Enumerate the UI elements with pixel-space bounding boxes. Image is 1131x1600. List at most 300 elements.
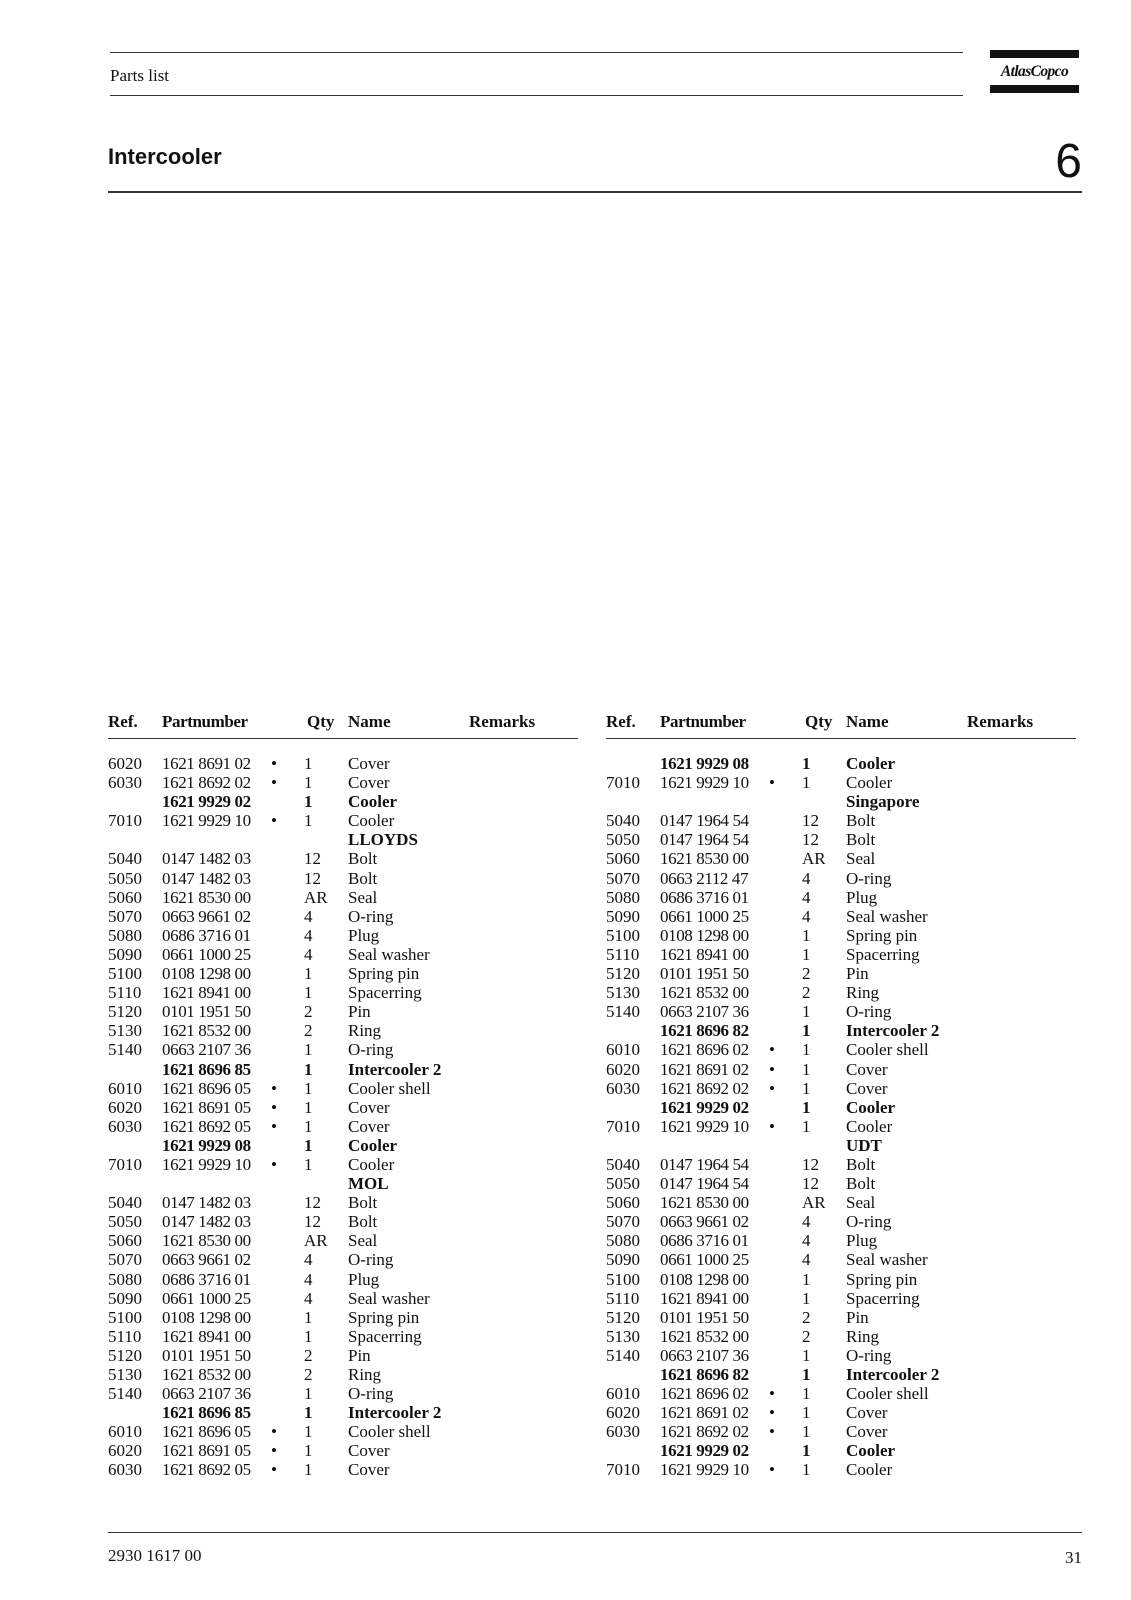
name-cell: O-ring — [846, 868, 892, 888]
name-cell: Seal washer — [846, 906, 928, 926]
qty-cell: 12 — [802, 830, 819, 850]
ref-cell: 5080 — [108, 925, 142, 945]
name-cell: Bolt — [846, 830, 876, 850]
table-row — [606, 983, 1076, 1002]
spare-part-bullet: • — [271, 1154, 277, 1174]
qty-cell: 1 — [304, 773, 313, 793]
spare-part-bullet: • — [271, 811, 277, 831]
part-number-cell: 0663 2107 36 — [660, 1002, 749, 1022]
name-cell: Cover — [348, 1460, 390, 1480]
ref-cell: 5100 — [606, 1269, 640, 1289]
table-row — [108, 1117, 578, 1136]
part-number-cell: 1621 8530 00 — [162, 1231, 251, 1251]
qty-cell: AR — [802, 849, 826, 869]
qty-cell: 1 — [802, 1288, 811, 1308]
spare-part-bullet: • — [271, 773, 277, 793]
table-row — [108, 983, 578, 1002]
table-row — [108, 792, 578, 811]
qty-cell: 1 — [304, 754, 313, 773]
name-cell: Cooler — [348, 1154, 395, 1174]
part-number-cell: 1621 8696 85 — [162, 1059, 251, 1079]
part-number-cell: 0108 1298 00 — [660, 1269, 749, 1289]
part-number-cell: 1621 8692 05 — [162, 1116, 251, 1136]
name-cell: Spacerring — [348, 1326, 422, 1346]
ref-cell: 7010 — [108, 811, 142, 831]
table-row — [108, 1289, 578, 1308]
table-row — [108, 888, 578, 907]
qty-cell: 12 — [304, 1212, 321, 1232]
qty-cell: 1 — [304, 1307, 313, 1327]
ref-cell: 5130 — [606, 1326, 640, 1346]
name-cell: Bolt — [348, 1193, 378, 1213]
qty-cell: AR — [304, 1231, 328, 1251]
col-part-number-header: Partnumber — [660, 712, 746, 731]
ref-cell: 5060 — [606, 849, 640, 869]
part-number-cell: 1621 8691 05 — [162, 1097, 251, 1117]
table-row — [606, 1155, 1076, 1174]
qty-cell: 2 — [802, 983, 811, 1003]
ref-cell: 5140 — [606, 1345, 640, 1365]
qty-cell: 1 — [304, 792, 313, 812]
table-row — [108, 1308, 578, 1327]
name-cell: O-ring — [846, 1212, 892, 1232]
ref-cell: 5050 — [108, 868, 142, 888]
name-cell: Seal washer — [846, 1250, 928, 1270]
table-row — [108, 1231, 578, 1250]
part-number-cell: 1621 8532 00 — [162, 1365, 251, 1384]
table-row — [108, 1155, 578, 1174]
ref-cell: 6020 — [606, 1403, 640, 1423]
qty-cell: 1 — [304, 1116, 313, 1136]
table-row — [108, 1060, 578, 1079]
footer-rule — [108, 1532, 1082, 1533]
table-row — [606, 907, 1076, 926]
name-cell: Bolt — [348, 1212, 378, 1232]
table-row — [606, 1002, 1076, 1021]
ref-cell: 6030 — [108, 1460, 142, 1480]
name-cell: Seal — [348, 887, 378, 907]
table-row — [108, 1403, 578, 1422]
qty-cell: 12 — [304, 1193, 321, 1213]
part-number-cell: 0147 1482 03 — [162, 868, 251, 888]
ref-cell: 5040 — [108, 849, 142, 869]
qty-cell: 1 — [304, 811, 313, 831]
qty-cell: 4 — [304, 1288, 313, 1308]
ref-cell: 6010 — [108, 1422, 142, 1442]
part-number-cell: 0663 2107 36 — [162, 1040, 251, 1060]
ref-cell: 5060 — [108, 887, 142, 907]
col-part-number-header: Partnumber — [162, 712, 248, 731]
ref-cell: 7010 — [606, 773, 640, 793]
name-cell: Intercooler 2 — [846, 1365, 940, 1384]
col-remarks-header: Remarks — [469, 712, 536, 731]
name-cell: Seal washer — [348, 944, 430, 964]
table-row — [606, 1098, 1076, 1117]
ref-cell: 5140 — [606, 1002, 640, 1022]
ref-cell: 5050 — [606, 1174, 640, 1194]
name-cell: Intercooler 2 — [348, 1059, 442, 1079]
part-number-cell: 1621 9929 08 — [162, 1135, 251, 1155]
qty-cell: 1 — [802, 1097, 811, 1117]
name-cell: Ring — [348, 1365, 382, 1384]
table-row — [108, 830, 578, 849]
table-row — [606, 849, 1076, 868]
part-number-cell: 0661 1000 25 — [660, 1250, 749, 1270]
name-cell: Cover — [846, 1078, 888, 1098]
part-number-cell: 0663 2107 36 — [162, 1384, 251, 1404]
name-cell: Intercooler 2 — [348, 1403, 442, 1423]
ref-cell: 6020 — [108, 1441, 142, 1461]
name-cell: Cooler — [348, 1135, 398, 1155]
part-number-cell: 1621 8692 05 — [162, 1460, 251, 1480]
table-row — [606, 1174, 1076, 1193]
name-cell: Cover — [846, 1403, 888, 1423]
table-row — [606, 1384, 1076, 1403]
name-cell: LLOYDS — [348, 830, 418, 850]
part-number-cell: 0101 1951 50 — [660, 964, 749, 984]
qty-cell: 1 — [802, 1345, 811, 1365]
qty-cell: 4 — [802, 1212, 811, 1232]
table-row — [606, 888, 1076, 907]
qty-cell: 4 — [304, 1250, 313, 1270]
table-row — [606, 1193, 1076, 1212]
col-remarks-header: Remarks — [967, 712, 1034, 731]
qty-cell: 1 — [304, 1460, 313, 1480]
qty-cell: 1 — [802, 1441, 811, 1461]
qty-cell: 2 — [304, 1365, 313, 1384]
qty-cell: 1 — [304, 1078, 313, 1098]
name-cell: Plug — [348, 925, 380, 945]
table-row — [108, 1136, 578, 1155]
table-row — [606, 945, 1076, 964]
part-number-cell: 0686 3716 01 — [660, 887, 749, 907]
table-row — [606, 1250, 1076, 1269]
part-number-cell: 1621 8692 02 — [660, 1078, 749, 1098]
ref-cell: 6010 — [606, 1040, 640, 1060]
ref-cell: 5110 — [108, 983, 142, 1003]
part-number-cell: 0147 1482 03 — [162, 1193, 251, 1213]
table-row — [606, 1040, 1076, 1059]
qty-cell: 1 — [802, 925, 811, 945]
part-number-cell: 1621 9929 02 — [660, 1441, 749, 1461]
part-number-cell: 1621 8530 00 — [660, 849, 749, 869]
name-cell: Cooler shell — [348, 1078, 431, 1098]
name-cell: Plug — [846, 887, 878, 907]
part-number-cell: 0686 3716 01 — [162, 1269, 251, 1289]
header-top-rule — [110, 52, 963, 53]
part-number-cell: 0661 1000 25 — [162, 1288, 251, 1308]
name-cell: Pin — [348, 1345, 371, 1365]
part-number-cell: 1621 8691 02 — [660, 1403, 749, 1423]
ref-cell: 5120 — [108, 1345, 142, 1365]
qty-cell: 1 — [304, 1040, 313, 1060]
part-number-cell: 0147 1964 54 — [660, 811, 749, 831]
parts-table-right — [606, 712, 1076, 1480]
name-cell: Spring pin — [846, 1269, 918, 1289]
table-row — [606, 792, 1076, 811]
part-number-cell: 0686 3716 01 — [162, 925, 251, 945]
ref-cell: 5040 — [108, 1193, 142, 1213]
table-row — [108, 1040, 578, 1059]
name-cell: O-ring — [348, 1384, 394, 1404]
qty-cell: 4 — [802, 1250, 811, 1270]
qty-cell: 4 — [304, 1269, 313, 1289]
name-cell: Cover — [348, 754, 390, 773]
qty-cell: 4 — [802, 1231, 811, 1251]
ref-cell: 5130 — [606, 983, 640, 1003]
qty-cell: 1 — [802, 1365, 811, 1384]
name-cell: O-ring — [348, 906, 394, 926]
ref-cell: 5100 — [108, 964, 142, 984]
qty-cell: 1 — [802, 1002, 811, 1022]
ref-cell: 5080 — [108, 1269, 142, 1289]
qty-cell: 4 — [304, 944, 313, 964]
table-row — [108, 1193, 578, 1212]
part-number-cell: 1621 8696 02 — [660, 1384, 749, 1404]
qty-cell: 1 — [802, 773, 811, 793]
table-row — [108, 1365, 578, 1384]
part-number-cell: 0101 1951 50 — [162, 1002, 251, 1022]
table-row — [606, 1422, 1076, 1441]
name-cell: Pin — [348, 1002, 371, 1022]
table-row — [606, 964, 1076, 983]
qty-cell: 4 — [304, 906, 313, 926]
qty-cell: AR — [304, 887, 328, 907]
qty-cell: 1 — [304, 1097, 313, 1117]
document-number: 2930 1617 00 — [108, 1546, 202, 1565]
part-number-cell: 1621 8532 00 — [660, 983, 749, 1003]
ref-cell: 5130 — [108, 1021, 142, 1041]
name-cell: Spacerring — [846, 944, 920, 964]
part-number-cell: 1621 8941 00 — [162, 1326, 251, 1346]
part-number-cell: 1621 8696 82 — [660, 1365, 749, 1384]
table-row — [108, 1002, 578, 1021]
table-row — [606, 1346, 1076, 1365]
qty-cell: 1 — [304, 1441, 313, 1461]
page-title: Intercooler — [108, 144, 222, 169]
spare-part-bullet: • — [769, 1059, 775, 1079]
qty-cell: 1 — [304, 1384, 313, 1404]
ref-cell: 5090 — [606, 906, 640, 926]
part-number-cell: 1621 8530 00 — [162, 887, 251, 907]
qty-cell: 4 — [802, 906, 811, 926]
part-number-cell: 0101 1951 50 — [162, 1345, 251, 1365]
name-cell: Ring — [348, 1021, 382, 1041]
part-number-cell: 1621 8691 02 — [660, 1059, 749, 1079]
name-cell: Cooler — [846, 773, 893, 793]
table-header — [606, 712, 1076, 739]
qty-cell: 2 — [802, 1326, 811, 1346]
table-row — [108, 1460, 578, 1479]
ref-cell: 5040 — [606, 1154, 640, 1174]
spare-part-bullet: • — [769, 1116, 775, 1136]
table-row — [108, 1346, 578, 1365]
ref-cell: 6020 — [108, 754, 142, 773]
qty-cell: 1 — [304, 1403, 313, 1423]
name-cell: Cooler — [846, 1116, 893, 1136]
ref-cell: 5110 — [108, 1326, 142, 1346]
table-row — [606, 1460, 1076, 1479]
table-row — [108, 964, 578, 983]
part-number-cell: 0147 1964 54 — [660, 1174, 749, 1194]
table-row — [606, 1079, 1076, 1098]
table-row — [108, 1441, 578, 1460]
table-row — [108, 1384, 578, 1403]
name-cell: Cover — [846, 1059, 888, 1079]
qty-cell: 4 — [304, 925, 313, 945]
name-cell: Spring pin — [348, 1307, 420, 1327]
table-row — [606, 1327, 1076, 1346]
ref-cell: 5060 — [108, 1231, 142, 1251]
ref-cell: 7010 — [108, 1154, 142, 1174]
name-cell: Ring — [846, 1326, 880, 1346]
part-number-cell: 0686 3716 01 — [660, 1231, 749, 1251]
qty-cell: 1 — [304, 1135, 313, 1155]
logo-bottom-bar — [990, 85, 1079, 93]
ref-cell: 5120 — [108, 1002, 142, 1022]
spare-part-bullet: • — [769, 1422, 775, 1442]
qty-cell: 4 — [802, 887, 811, 907]
part-number-cell: 0147 1964 54 — [660, 1154, 749, 1174]
ref-cell: 5100 — [108, 1307, 142, 1327]
col-ref-header: Ref. — [606, 712, 636, 731]
qty-cell: 2 — [802, 1307, 811, 1327]
name-cell: Cooler — [846, 1441, 896, 1461]
header-section-label: Parts list — [110, 66, 170, 85]
name-cell: O-ring — [846, 1002, 892, 1022]
spare-part-bullet: • — [769, 773, 775, 793]
name-cell: Cover — [348, 773, 390, 793]
qty-cell: 1 — [802, 1384, 811, 1404]
name-cell: Cover — [348, 1116, 390, 1136]
table-row — [108, 1079, 578, 1098]
spare-part-bullet: • — [271, 1422, 277, 1442]
table-row — [108, 1327, 578, 1346]
col-qty-header: Qty — [805, 712, 833, 731]
name-cell: Pin — [846, 1307, 869, 1327]
table-row — [108, 1422, 578, 1441]
name-cell: Plug — [348, 1269, 380, 1289]
part-number-cell: 1621 8696 05 — [162, 1422, 251, 1442]
qty-cell: 2 — [802, 964, 811, 984]
part-number-cell: 1621 8696 82 — [660, 1021, 749, 1041]
table-row — [606, 811, 1076, 830]
name-cell: Cover — [348, 1097, 390, 1117]
ref-cell: 5090 — [108, 1288, 142, 1308]
part-number-cell: 0663 9661 02 — [162, 1250, 251, 1270]
ref-cell: 5080 — [606, 1231, 640, 1251]
ref-cell: 5050 — [606, 830, 640, 850]
part-number-cell: 0108 1298 00 — [162, 964, 251, 984]
name-cell: Cooler — [348, 792, 398, 812]
qty-cell: 1 — [802, 1116, 811, 1136]
ref-cell: 6030 — [606, 1078, 640, 1098]
name-cell: Cooler — [846, 1460, 893, 1480]
ref-cell: 5070 — [108, 906, 142, 926]
part-number-cell: 1621 9929 02 — [162, 792, 251, 812]
logo-wordmark: AtlasCopco — [1000, 63, 1069, 80]
part-number-cell: 1621 8941 00 — [162, 983, 251, 1003]
ref-cell: 5070 — [108, 1250, 142, 1270]
table-row — [108, 754, 578, 773]
part-number-cell: 0101 1951 50 — [660, 1307, 749, 1327]
qty-cell: 1 — [304, 1326, 313, 1346]
ref-cell: 5120 — [606, 1307, 640, 1327]
qty-cell: 1 — [304, 1154, 313, 1174]
table-row — [108, 1098, 578, 1117]
name-cell: Spring pin — [846, 925, 918, 945]
table-header — [108, 712, 578, 739]
name-cell: Cooler — [846, 1097, 896, 1117]
part-number-cell: 1621 8532 00 — [162, 1021, 251, 1041]
table-row — [606, 830, 1076, 849]
part-number-cell: 1621 9929 02 — [660, 1097, 749, 1117]
table-row — [108, 811, 578, 830]
page-number: 31 — [1065, 1548, 1082, 1567]
ref-cell: 7010 — [606, 1460, 640, 1480]
name-cell: Seal — [348, 1231, 378, 1251]
table-row — [108, 1250, 578, 1269]
qty-cell: 1 — [802, 1422, 811, 1442]
part-number-cell: 0661 1000 25 — [660, 906, 749, 926]
qty-cell: 1 — [802, 1059, 811, 1079]
name-cell: Cooler shell — [348, 1422, 431, 1442]
spare-part-bullet: • — [271, 1460, 277, 1480]
ref-cell: 6030 — [108, 773, 142, 793]
qty-cell: 1 — [802, 1078, 811, 1098]
part-number-cell: 1621 8532 00 — [660, 1326, 749, 1346]
qty-cell: 1 — [304, 1059, 313, 1079]
col-name-header: Name — [348, 712, 391, 731]
part-number-cell: 1621 8530 00 — [660, 1193, 749, 1213]
part-number-cell: 1621 8692 02 — [162, 773, 251, 793]
table-row — [108, 869, 578, 888]
qty-cell: 1 — [802, 1040, 811, 1060]
qty-cell: 1 — [802, 754, 811, 773]
qty-cell: 12 — [304, 868, 321, 888]
part-number-cell: 0147 1482 03 — [162, 1212, 251, 1232]
table-row — [606, 1308, 1076, 1327]
name-cell: Cooler — [348, 811, 395, 831]
name-cell: O-ring — [846, 1345, 892, 1365]
part-number-cell: 0663 2107 36 — [660, 1345, 749, 1365]
ref-cell: 6010 — [606, 1384, 640, 1404]
ref-cell: 5110 — [606, 1288, 640, 1308]
spare-part-bullet: • — [271, 1078, 277, 1098]
part-number-cell: 1621 9929 08 — [660, 754, 749, 773]
table-row — [606, 1136, 1076, 1155]
name-cell: Cover — [846, 1422, 888, 1442]
name-cell: Seal — [846, 1193, 876, 1213]
part-number-cell: 0663 9661 02 — [660, 1212, 749, 1232]
qty-cell: AR — [802, 1193, 826, 1213]
table-row — [606, 1060, 1076, 1079]
ref-cell: 5140 — [108, 1384, 142, 1404]
name-cell: Spring pin — [348, 964, 420, 984]
table-row — [606, 773, 1076, 792]
name-cell: UDT — [846, 1135, 882, 1155]
ref-cell: 6020 — [108, 1097, 142, 1117]
part-number-cell: 0663 2112 47 — [660, 868, 749, 888]
part-number-cell: 1621 9929 10 — [162, 1154, 251, 1174]
part-number-cell: 1621 8941 00 — [660, 1288, 749, 1308]
qty-cell: 12 — [802, 1174, 819, 1194]
ref-cell: 5070 — [606, 868, 640, 888]
part-number-cell: 1621 9929 10 — [162, 811, 251, 831]
name-cell: MOL — [348, 1174, 389, 1194]
spare-part-bullet: • — [271, 1097, 277, 1117]
table-row — [108, 849, 578, 868]
